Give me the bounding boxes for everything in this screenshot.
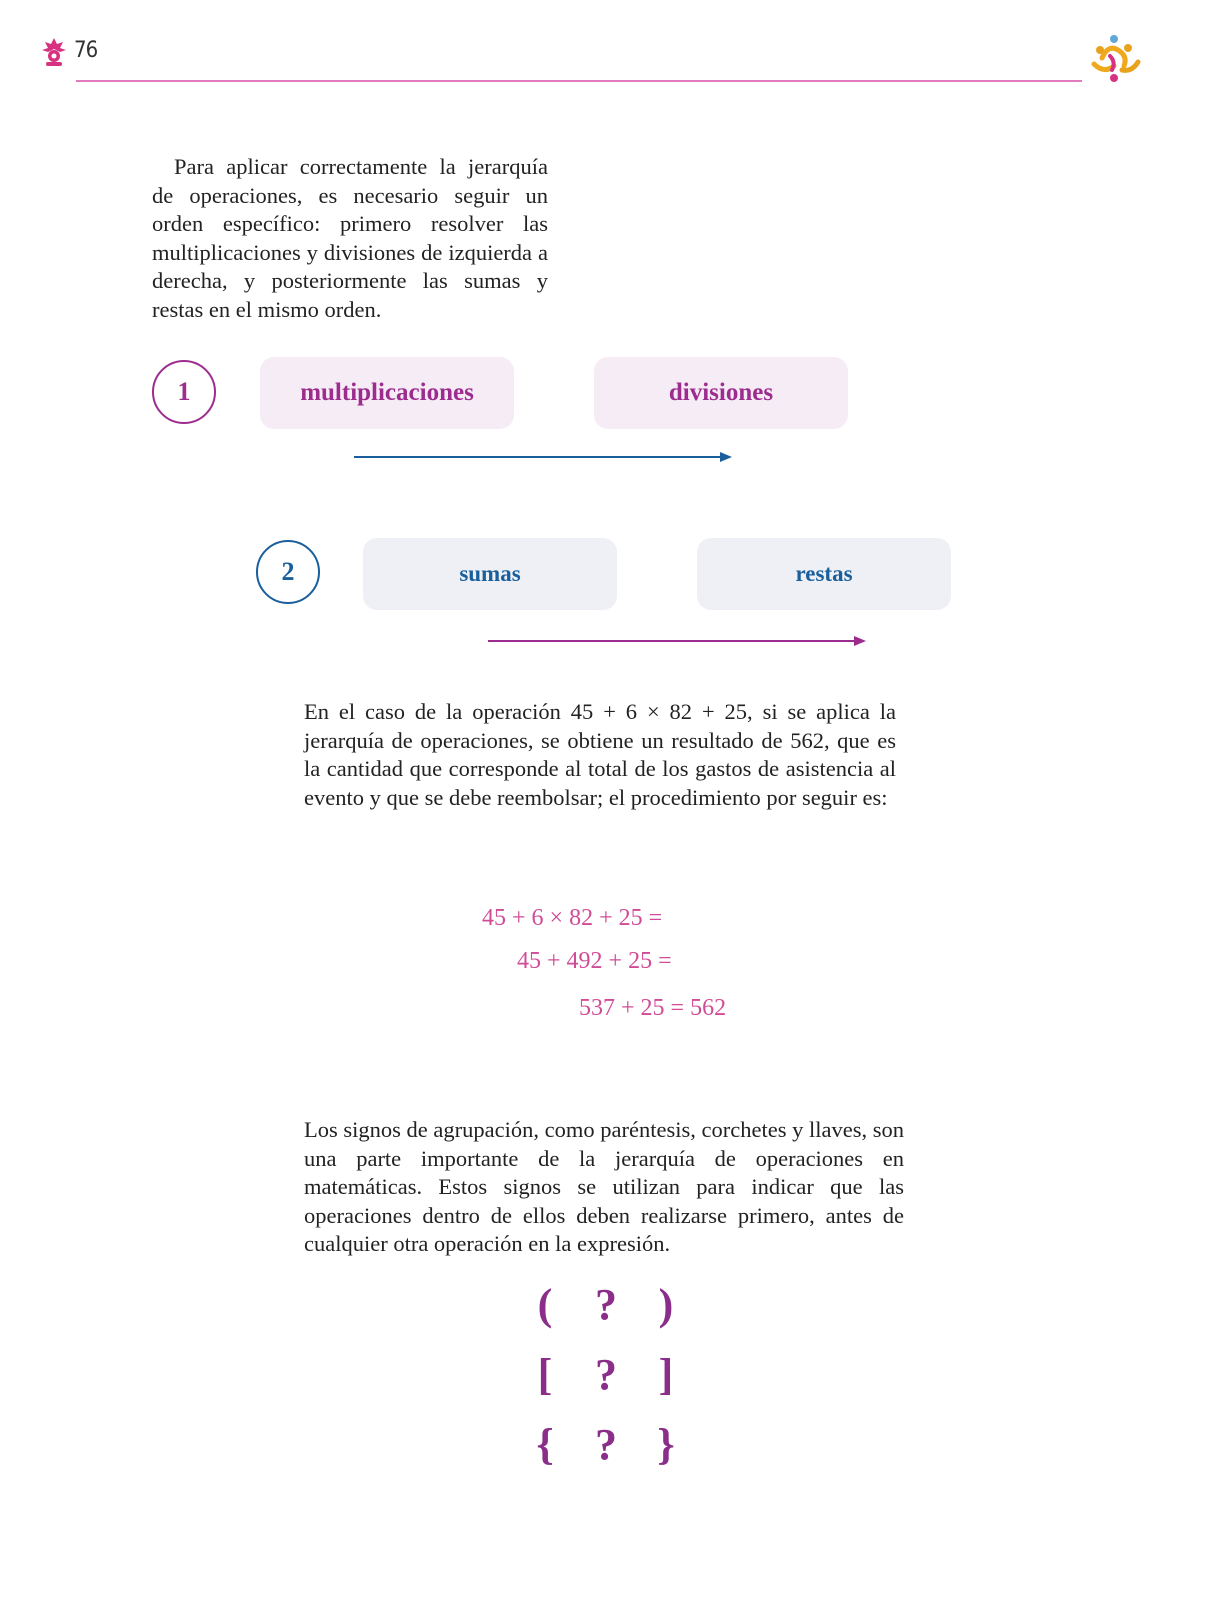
example-paragraph: En el caso de la operación 45 + 6 × 82 + 25, si se aplica la jerarquía de operaciones, se obtiene un resultado de 562, que es la cantidad que corresponde al total de los gastos de asistencia al evento y que se debe reembolsar; el procedimiento por seguir es: xyxy=(304,699,896,810)
intro-paragraph: Para aplicar correctamente la jerarquía de operaciones, es necesario seguir un orden específico: primero resolver las multiplicaciones y divisiones de izquierda a derecha, y posteriormente las sumas y restas en el mismo orden. xyxy=(152,154,548,322)
restas-label: restas xyxy=(795,561,853,586)
multiplicaciones-label: multiplicaciones xyxy=(300,379,474,406)
step-2-circle: 2 xyxy=(256,540,320,604)
question-mark: ? xyxy=(595,1350,617,1399)
header-rule xyxy=(76,80,1082,82)
left-to-right-arrow-icon xyxy=(488,634,868,648)
divisiones-label: divisiones xyxy=(668,379,774,406)
question-mark: ? xyxy=(595,1420,617,1469)
equation-line-3: 537 + 25 = 562 xyxy=(579,995,727,1021)
restas-box xyxy=(697,538,951,610)
open-brace: { xyxy=(536,1420,554,1469)
close-parenthesis: ) xyxy=(658,1280,674,1329)
open-bracket: [ xyxy=(537,1350,553,1399)
open-parenthesis: ( xyxy=(537,1280,553,1329)
grouping-paragraph: Los signos de agrupación, como paréntesis, corchetes y llaves, son una parte importante de la jerarquía de operaciones en matemáticas. Estos signos se utilizan para indicar que las operaciones dentro de ellos deben realizarse primero, antes de cualquier otra operación en la expresión. xyxy=(304,1117,904,1256)
equation-line-1: 45 + 6 × 82 + 25 = xyxy=(482,905,663,931)
page-number: 76 xyxy=(74,38,98,63)
close-brace: } xyxy=(657,1420,675,1469)
sumas-label: sumas xyxy=(459,561,521,586)
divisiones-box xyxy=(594,357,848,429)
equation-line-2: 45 + 492 + 25 = xyxy=(517,948,672,974)
question-mark: ? xyxy=(595,1280,617,1329)
sumas-box xyxy=(363,538,617,610)
step-1-circle: 1 xyxy=(152,360,216,424)
multiplicaciones-box xyxy=(260,357,514,429)
close-bracket: ] xyxy=(658,1350,674,1399)
flower-ornament-icon xyxy=(40,36,68,68)
sun-figures-logo-icon xyxy=(1084,30,1144,86)
left-to-right-arrow-icon xyxy=(354,450,734,464)
